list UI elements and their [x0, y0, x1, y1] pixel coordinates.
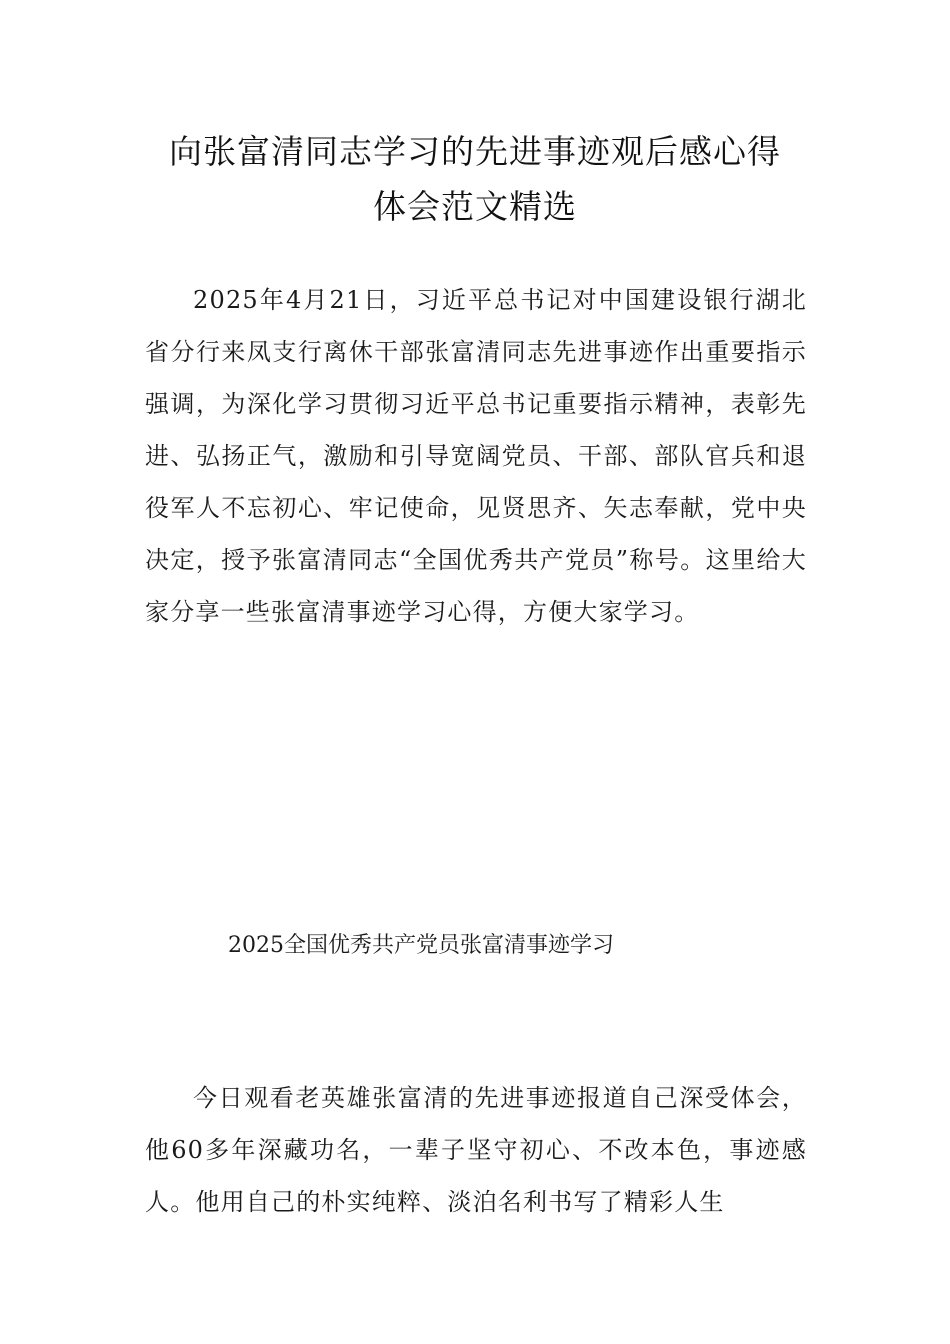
document-title-line-2: 体会范文精选 [373, 187, 577, 226]
document-title-line-1: 向张富清同志学习的先进事迹观后感心得 [169, 132, 781, 171]
intro-paragraph: 2025年4月21日，习近平总书记对中国建设银行湖北省分行来凤支行离休干部张富清同志先进事迹作出重要指示强调，为深化学习贯彻习近平总书记重要指示精神，表彰先进、弘扬正气，激励和引导宽阔党员、干部、部队官兵和退役军人不忘初心、牢记使命，见贤思齐、矢志奉献，党中央决定，授予张富清同志“全国优秀共产党员”称号。这里给大家分享一些张富清事迹学习心得，方便大家学习。 [145, 286, 807, 626]
document-title [120, 124, 830, 234]
section-heading: 2025全国优秀共产党员张富清事迹学习 [228, 933, 614, 958]
body-paragraph: 今日观看老英雄张富清的先进事迹报道自己深受体会，他60多年深藏功名，一辈子坚守初心、不改本色，事迹感人。他用自己的朴实纯粹、淡泊名利书写了精彩人生 [145, 1084, 807, 1216]
